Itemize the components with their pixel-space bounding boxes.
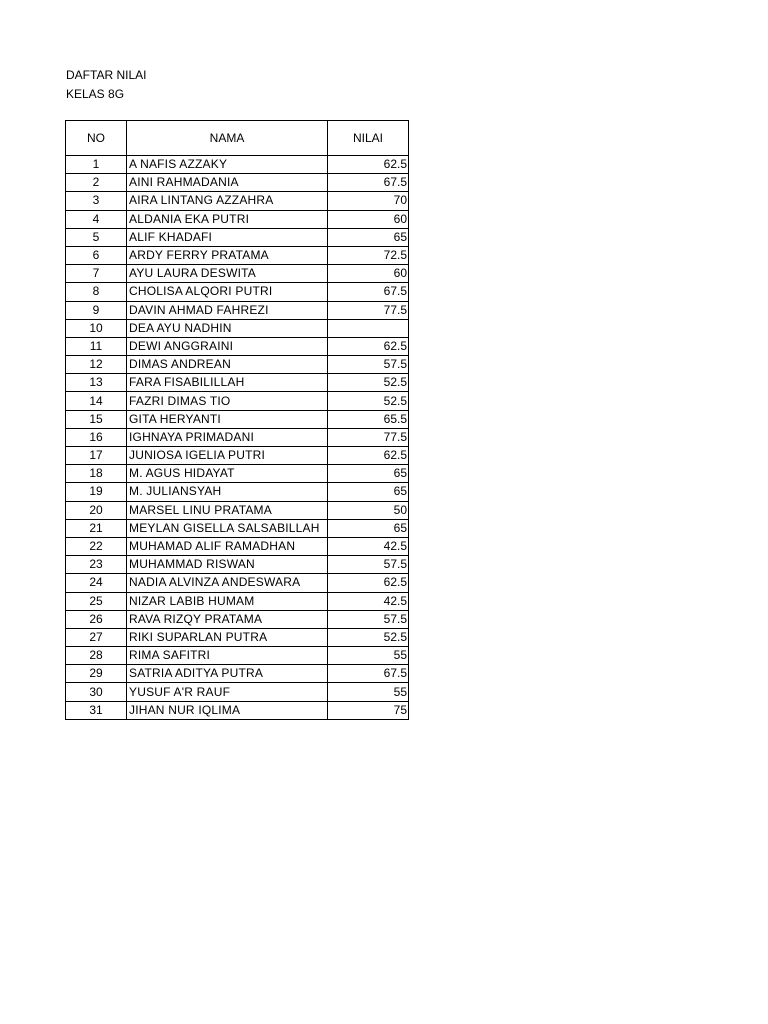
student-name-cell: RIMA SAFITRI — [127, 647, 328, 665]
student-name-cell: M. JULIANSYAH — [127, 483, 328, 501]
row-number-cell: 17 — [66, 447, 127, 465]
row-number-cell: 12 — [66, 356, 127, 374]
student-name-cell: CHOLISA ALQORI PUTRI — [127, 283, 328, 301]
student-name-cell: A NAFIS AZZAKY — [127, 156, 328, 174]
student-name-cell: DIMAS ANDREAN — [127, 356, 328, 374]
row-number-cell: 28 — [66, 647, 127, 665]
grade-cell: 67.5 — [328, 174, 409, 192]
row-number-cell: 14 — [66, 392, 127, 410]
table-row — [66, 374, 409, 392]
table-row — [66, 447, 409, 465]
table-row — [66, 319, 409, 337]
grade-cell: 67.5 — [328, 283, 409, 301]
table-row — [66, 610, 409, 628]
grade-cell: 52.5 — [328, 628, 409, 646]
student-name-cell: JUNIOSA IGELIA PUTRI — [127, 447, 328, 465]
table-row — [66, 210, 409, 228]
row-number-cell: 25 — [66, 592, 127, 610]
row-number-cell: 4 — [66, 210, 127, 228]
grade-cell: 42.5 — [328, 537, 409, 555]
table-row — [66, 574, 409, 592]
grade-cell: 67.5 — [328, 665, 409, 683]
student-name-cell: MUHAMAD ALIF RAMADHAN — [127, 537, 328, 555]
row-number-cell: 3 — [66, 192, 127, 210]
grade-cell: 65 — [328, 483, 409, 501]
student-name-cell: RAVA RIZQY PRATAMA — [127, 610, 328, 628]
grade-cell: 65 — [328, 519, 409, 537]
row-number-cell: 8 — [66, 283, 127, 301]
grade-cell: 62.5 — [328, 574, 409, 592]
table-row — [66, 392, 409, 410]
row-number-cell: 5 — [66, 228, 127, 246]
row-number-cell: 19 — [66, 483, 127, 501]
grade-cell: 77.5 — [328, 301, 409, 319]
grade-cell: 57.5 — [328, 610, 409, 628]
student-name-cell: NADIA ALVINZA ANDESWARA — [127, 574, 328, 592]
row-number-cell: 10 — [66, 319, 127, 337]
table-row — [66, 228, 409, 246]
table-row — [66, 283, 409, 301]
row-number-cell: 9 — [66, 301, 127, 319]
table-row — [66, 192, 409, 210]
table-row — [66, 410, 409, 428]
grade-cell: 62.5 — [328, 156, 409, 174]
row-number-cell: 20 — [66, 501, 127, 519]
table-row — [66, 701, 409, 719]
table-row — [66, 428, 409, 446]
grade-cell: 62.5 — [328, 447, 409, 465]
student-name-cell: IGHNAYA PRIMADANI — [127, 428, 328, 446]
table-row — [66, 246, 409, 264]
table-row — [66, 501, 409, 519]
class-label: KELAS 8G — [66, 87, 125, 101]
grade-cell: 50 — [328, 501, 409, 519]
table-row — [66, 628, 409, 646]
grade-cell: 65 — [328, 465, 409, 483]
row-number-cell: 24 — [66, 574, 127, 592]
table-row — [66, 337, 409, 355]
student-name-cell: DAVIN AHMAD FAHREZI — [127, 301, 328, 319]
row-number-cell: 21 — [66, 519, 127, 537]
row-number-cell: 15 — [66, 410, 127, 428]
row-number-cell: 1 — [66, 156, 127, 174]
header-nilai: NILAI — [328, 121, 409, 156]
grade-cell: 42.5 — [328, 592, 409, 610]
table-row — [66, 156, 409, 174]
student-name-cell: AINI RAHMADANIA — [127, 174, 328, 192]
grade-cell: 75 — [328, 701, 409, 719]
row-number-cell: 22 — [66, 537, 127, 555]
grade-cell — [328, 319, 409, 337]
row-number-cell: 18 — [66, 465, 127, 483]
student-name-cell: MEYLAN GISELLA SALSABILLAH — [127, 519, 328, 537]
grade-cell: 65.5 — [328, 410, 409, 428]
table-row — [66, 356, 409, 374]
student-name-cell: MARSEL LINU PRATAMA — [127, 501, 328, 519]
table-row — [66, 265, 409, 283]
student-name-cell: YUSUF A'R RAUF — [127, 683, 328, 701]
header-no: NO — [66, 121, 127, 156]
student-name-cell: DEA AYU NADHIN — [127, 319, 328, 337]
header-nama: NAMA — [127, 121, 328, 156]
document-title: DAFTAR NILAI — [66, 68, 147, 82]
row-number-cell: 29 — [66, 665, 127, 683]
table-row — [66, 647, 409, 665]
student-name-cell: M. AGUS HIDAYAT — [127, 465, 328, 483]
table-header-row — [66, 121, 409, 156]
row-number-cell: 16 — [66, 428, 127, 446]
student-name-cell: MUHAMMAD RISWAN — [127, 556, 328, 574]
student-name-cell: FAZRI DIMAS TIO — [127, 392, 328, 410]
grade-cell: 55 — [328, 683, 409, 701]
grade-cell: 70 — [328, 192, 409, 210]
student-name-cell: ALIF KHADAFI — [127, 228, 328, 246]
grade-cell: 60 — [328, 265, 409, 283]
table-row — [66, 665, 409, 683]
student-name-cell: ARDY FERRY PRATAMA — [127, 246, 328, 264]
grade-cell: 65 — [328, 228, 409, 246]
grade-cell: 62.5 — [328, 337, 409, 355]
grade-cell: 57.5 — [328, 356, 409, 374]
table-row — [66, 683, 409, 701]
grade-cell: 55 — [328, 647, 409, 665]
table-row — [66, 519, 409, 537]
student-name-cell: NIZAR LABIB HUMAM — [127, 592, 328, 610]
row-number-cell: 7 — [66, 265, 127, 283]
table-row — [66, 592, 409, 610]
table-row — [66, 483, 409, 501]
student-name-cell: FARA FISABILILLAH — [127, 374, 328, 392]
table-row — [66, 537, 409, 555]
grade-cell: 60 — [328, 210, 409, 228]
grade-cell: 57.5 — [328, 556, 409, 574]
row-number-cell: 31 — [66, 701, 127, 719]
row-number-cell: 2 — [66, 174, 127, 192]
grade-cell: 52.5 — [328, 392, 409, 410]
table-row — [66, 556, 409, 574]
row-number-cell: 27 — [66, 628, 127, 646]
table-body — [66, 156, 409, 720]
grade-cell: 52.5 — [328, 374, 409, 392]
grade-cell: 72.5 — [328, 246, 409, 264]
student-name-cell: AYU LAURA DESWITA — [127, 265, 328, 283]
student-name-cell: DEWI ANGGRAINI — [127, 337, 328, 355]
student-name-cell: AIRA LINTANG AZZAHRA — [127, 192, 328, 210]
student-name-cell: RIKI SUPARLAN PUTRA — [127, 628, 328, 646]
row-number-cell: 11 — [66, 337, 127, 355]
table-row — [66, 174, 409, 192]
row-number-cell: 13 — [66, 374, 127, 392]
student-name-cell: GITA HERYANTI — [127, 410, 328, 428]
student-name-cell: SATRIA ADITYA PUTRA — [127, 665, 328, 683]
grade-cell: 77.5 — [328, 428, 409, 446]
grades-table — [65, 120, 409, 720]
row-number-cell: 6 — [66, 246, 127, 264]
student-name-cell: ALDANIA EKA PUTRI — [127, 210, 328, 228]
table-row — [66, 465, 409, 483]
row-number-cell: 30 — [66, 683, 127, 701]
row-number-cell: 23 — [66, 556, 127, 574]
student-name-cell: JIHAN NUR IQLIMA — [127, 701, 328, 719]
row-number-cell: 26 — [66, 610, 127, 628]
table-row — [66, 301, 409, 319]
